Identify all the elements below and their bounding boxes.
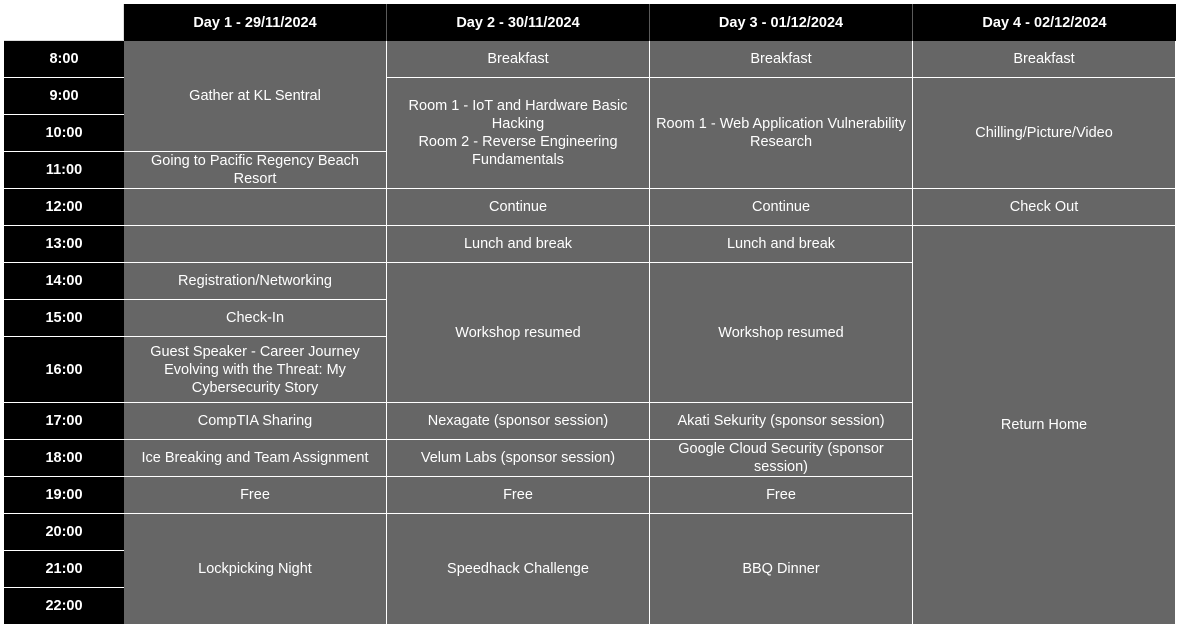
day3-google-event[interactable]: Google Cloud Security (sponsor session) (650, 440, 913, 477)
header-day-1: Day 1 - 29/11/2024 (124, 4, 387, 41)
time-1700: 17:00 (4, 403, 124, 440)
day1-going-event[interactable]: Going to Pacific Regency Beach Resort (124, 152, 387, 189)
day1-guest-speaker-event[interactable]: Guest Speaker - Career Journey Evolving with the Threat: My Cybersecurity Story (124, 337, 387, 403)
time-2200: 22:00 (4, 588, 124, 625)
time-1400: 14:00 (4, 263, 124, 300)
time-1600: 16:00 (4, 337, 124, 403)
day3-workshop-event[interactable]: Workshop resumed (650, 263, 913, 403)
day4-chilling-event[interactable]: Chilling/Picture/Video (913, 78, 1176, 189)
day3-breakfast-event[interactable]: Breakfast (650, 41, 913, 78)
day4-breakfast-event[interactable]: Breakfast (913, 41, 1176, 78)
day4-checkout-event[interactable]: Check Out (913, 189, 1176, 226)
day1-checkin-event[interactable]: Check-In (124, 300, 387, 337)
time-1800: 18:00 (4, 440, 124, 477)
header-day-4: Day 4 - 02/12/2024 (913, 4, 1176, 41)
time-1300: 13:00 (4, 226, 124, 263)
header-day-2: Day 2 - 30/11/2024 (387, 4, 650, 41)
day2-velum-event[interactable]: Velum Labs (sponsor session) (387, 440, 650, 477)
day4-return-home-event[interactable]: Return Home (913, 226, 1176, 625)
time-0800: 8:00 (4, 41, 124, 78)
time-1200: 12:00 (4, 189, 124, 226)
day2-workshop-event[interactable]: Workshop resumed (387, 263, 650, 403)
day2-rooms-event[interactable]: Room 1 - IoT and Hardware Basic Hacking Room 2 - Reverse Engineering Fundamentals (387, 78, 650, 189)
day3-akati-event[interactable]: Akati Sekurity (sponsor session) (650, 403, 913, 440)
day1-lockpicking-event[interactable]: Lockpicking Night (124, 514, 387, 625)
day2-lunch-event[interactable]: Lunch and break (387, 226, 650, 263)
day1-comptia-event[interactable]: CompTIA Sharing (124, 403, 387, 440)
day3-bbq-event[interactable]: BBQ Dinner (650, 514, 913, 625)
time-1500: 15:00 (4, 300, 124, 337)
day1-gather-event[interactable]: Gather at KL Sentral (124, 41, 387, 152)
time-2100: 21:00 (4, 551, 124, 588)
day2-breakfast-event[interactable]: Breakfast (387, 41, 650, 78)
time-1100: 11:00 (4, 152, 124, 189)
time-0900: 9:00 (4, 78, 124, 115)
day1-empty-1200[interactable] (124, 189, 387, 226)
header-day-3: Day 3 - 01/12/2024 (650, 4, 913, 41)
time-1000: 10:00 (4, 115, 124, 152)
time-1900: 19:00 (4, 477, 124, 514)
day1-free-event[interactable]: Free (124, 477, 387, 514)
day2-speedhack-event[interactable]: Speedhack Challenge (387, 514, 650, 625)
day3-room-event[interactable]: Room 1 - Web Application Vulnerability Research (650, 78, 913, 189)
day2-free-event[interactable]: Free (387, 477, 650, 514)
day2-nexagate-event[interactable]: Nexagate (sponsor session) (387, 403, 650, 440)
time-2000: 20:00 (4, 514, 124, 551)
day2-continue-event[interactable]: Continue (387, 189, 650, 226)
day3-continue-event[interactable]: Continue (650, 189, 913, 226)
day3-free-event[interactable]: Free (650, 477, 913, 514)
day3-lunch-event[interactable]: Lunch and break (650, 226, 913, 263)
day1-registration-event[interactable]: Registration/Networking (124, 263, 387, 300)
corner-cell (4, 4, 124, 41)
day1-icebreaking-event[interactable]: Ice Breaking and Team Assignment (124, 440, 387, 477)
day1-empty-1300[interactable] (124, 226, 387, 263)
